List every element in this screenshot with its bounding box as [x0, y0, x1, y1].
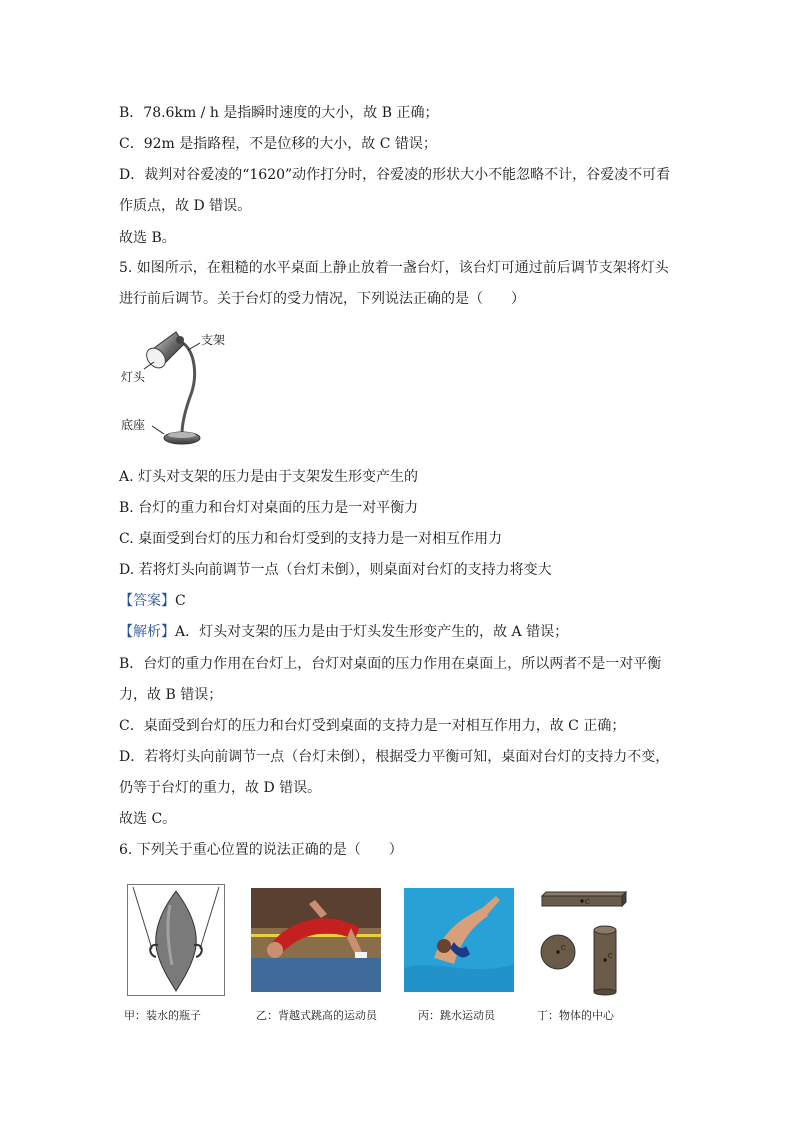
q5-analysis-b1: B．台灯的重力作用在台灯上，台灯对桌面的压力作用在桌面上，所以两者不是一对平衡 — [119, 656, 662, 672]
q6-stem: 6. 下列关于重心位置的说法正确的是（ ） — [119, 842, 403, 858]
bottle-figure — [127, 884, 225, 996]
center-mark-disk: C — [561, 945, 566, 952]
center-mark-cylinder: C — [608, 953, 613, 960]
desk-lamp-illustration — [118, 322, 248, 452]
q5-analysis-d2: 仍等于台灯的重力，故 D 错误。 — [119, 780, 322, 796]
q5-analysis-b2: 力，故 B 错误； — [119, 687, 223, 703]
caption-yi: 乙：背越式跳高的运动员 — [256, 1009, 377, 1022]
answer-line-d1: D．裁判对谷爱凌的“1620”动作打分时，谷爱凌的形状大小不能忽略不计，谷爱凌不可看 — [119, 167, 671, 183]
q5-choose: 故选 C。 — [119, 811, 177, 827]
lamp-label-bracket: 支架 — [201, 333, 226, 347]
q5-analysis-d1: D．若将灯头向前调节一点（台灯未倒），根据受力平衡可知，桌面对台灯的支持力不变， — [119, 749, 670, 765]
q5-option-d: D. 若将灯头向前调节一点（台灯未倒），则桌面对台灯的支持力将变大 — [119, 562, 552, 578]
q5-answer — [119, 591, 186, 611]
diver-figure — [404, 888, 514, 992]
q5-option-a: A. 灯头对支架的压力是由于支架发生形变产生的 — [119, 469, 419, 485]
q5-analysis-a — [119, 622, 568, 642]
high-jumper-photo — [251, 888, 381, 992]
objects-center-figure — [536, 890, 628, 996]
caption-ding: 丁：物体的中心 — [537, 1009, 614, 1022]
answer-line-d2: 作质点，故 D 错误。 — [119, 198, 252, 214]
center-mark-bar: C — [585, 899, 590, 906]
q5-stem-line1: 5. 如图所示，在粗糙的水平桌面上静止放着一盏台灯，该台灯可通过前后调节支架将灯头 — [119, 260, 669, 276]
diver-photo — [404, 888, 514, 992]
lamp-label-base: 底座 — [121, 418, 146, 432]
objects-center-illustration — [536, 890, 628, 996]
analysis-a-text: A．灯头对支架的压力是由于灯头发生形变产生的，故 A 错误； — [175, 624, 569, 640]
answer-choose: 故选 B。 — [119, 230, 176, 246]
answer-tag: 【答案】 — [119, 593, 175, 609]
caption-bing: 丙：跳水运动员 — [418, 1009, 495, 1022]
desk-lamp-figure — [118, 322, 248, 452]
q5-stem-line2: 进行前后调节。关于台灯的受力情况，下列说法正确的是（ ） — [119, 291, 525, 307]
answer-value: C — [175, 593, 186, 609]
q5-option-c: C. 桌面受到台灯的压力和台灯受到的支持力是一对相互作用力 — [119, 531, 503, 547]
caption-jia: 甲：装水的瓶子 — [124, 1009, 201, 1022]
q5-analysis-c: C．桌面受到台灯的压力和台灯受到桌面的支持力是一对相互作用力，故 C 正确； — [119, 718, 626, 734]
high-jumper-figure — [251, 888, 381, 992]
analysis-tag: 【解析】 — [119, 624, 175, 640]
bottle-illustration — [128, 885, 224, 995]
answer-line-b: B．78.6km / h 是指瞬时速度的大小，故 B 正确； — [119, 105, 439, 121]
lamp-label-head: 灯头 — [121, 370, 146, 384]
answer-line-c: C．92m 是指路程，不是位移的大小，故 C 错误； — [119, 136, 437, 152]
q5-option-b: B. 台灯的重力和台灯对桌面的压力是一对平衡力 — [119, 500, 419, 516]
